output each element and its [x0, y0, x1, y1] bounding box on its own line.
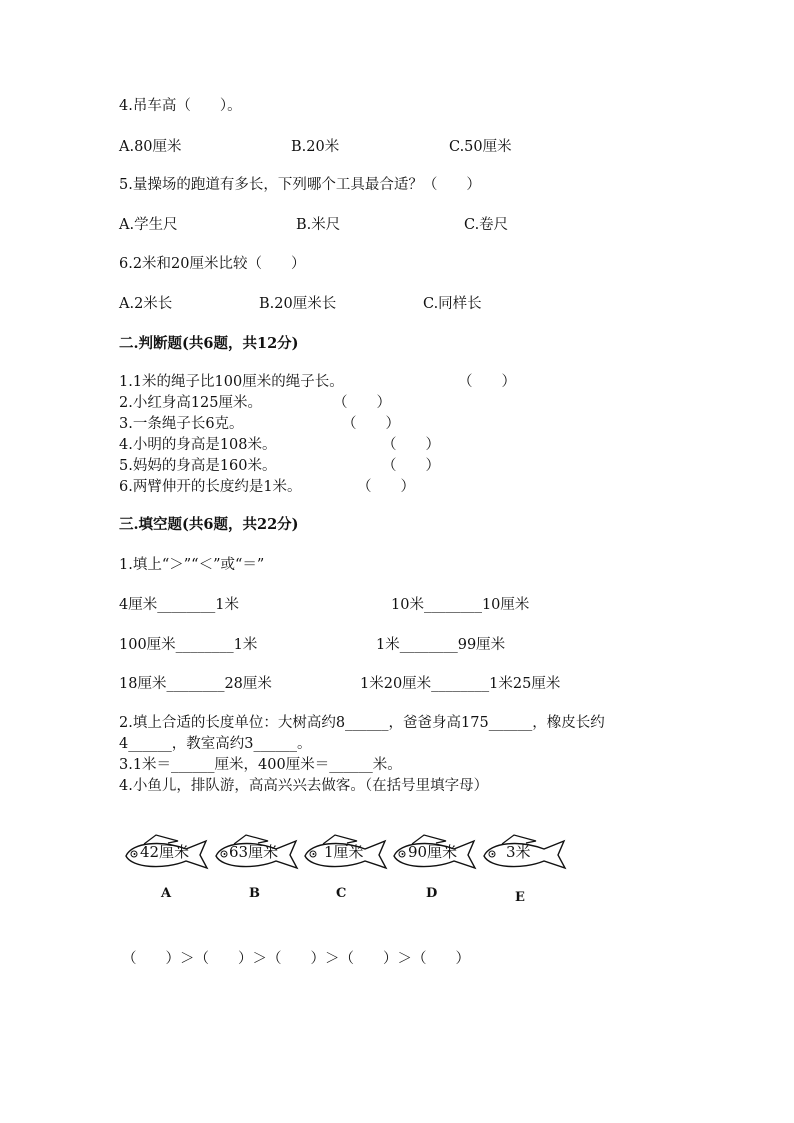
fish-letter-e: E — [515, 890, 525, 905]
judge-item-4: 4.小明的身高是108米。 — [119, 437, 277, 453]
fish-letter-d: D — [426, 886, 438, 901]
fish-letter-b: B — [249, 886, 260, 901]
judge-paren-5: （ ） — [382, 458, 440, 474]
question-5-option-c: C.卷尺 — [464, 217, 509, 233]
fish-c-label: 1厘米 — [324, 843, 364, 861]
compare-right-1: 10米________10厘米 — [391, 597, 530, 613]
fish-letter-a: A — [161, 886, 172, 901]
question-6-option-a: A.2米长 — [119, 296, 173, 312]
question-6-option-b: B.20厘米长 — [259, 296, 337, 312]
judge-item-5: 5.妈妈的身高是160米。 — [119, 458, 277, 474]
judge-paren-4: （ ） — [382, 437, 440, 453]
fish-e-label: 3米 — [506, 843, 531, 861]
judge-paren-1: （ ） — [458, 374, 516, 390]
question-6-stem: 6.2米和20厘米比较（ ） — [119, 256, 306, 272]
fish-a-label: 42厘米 — [140, 843, 190, 861]
fill-q1-stem: 1.填上“＞”“＜”或“＝” — [119, 557, 265, 573]
question-6-option-c: C.同样长 — [423, 296, 482, 312]
section-3-title: 三.填空题(共6题，共22分) — [119, 516, 299, 533]
question-5-option-a: A.学生尺 — [119, 217, 178, 233]
fish-c — [301, 834, 391, 874]
fish-e — [480, 834, 570, 874]
fill-q2-line2: 4______，教室高约3______。 — [119, 736, 312, 752]
judge-item-6: 6.两臂伸开的长度约是1米。 — [119, 479, 302, 495]
fish-letter-c: C — [336, 886, 347, 901]
compare-left-3: 18厘米________28厘米 — [119, 676, 272, 692]
question-4-option-a: A.80厘米 — [119, 139, 182, 155]
order-answer-line: （ ）＞（ ）＞（ ）＞（ ）＞（ ） — [122, 951, 470, 967]
fish-d — [390, 834, 480, 874]
judge-item-1: 1.1米的绳子比100厘米的绳子长。 — [119, 374, 344, 390]
fish-a — [122, 834, 212, 874]
judge-paren-2: （ ） — [333, 395, 391, 411]
judge-item-2: 2.小红身高125厘米。 — [119, 395, 263, 411]
question-4-option-b: B.20米 — [291, 139, 340, 155]
fill-q2-line1: 2.填上合适的长度单位：大树高约8______，爸爸身高175______，橡皮长约 — [119, 715, 605, 731]
judge-item-3: 3.一条绳子长6克。 — [119, 416, 244, 432]
question-5-option-b: B.米尺 — [296, 217, 341, 233]
section-2-title: 二.判断题(共6题，共12分) — [119, 335, 299, 352]
question-5-stem: 5.量操场的跑道有多长，下列哪个工具最合适？（ ） — [119, 177, 481, 193]
question-4-stem: 4.吊车高（ ）。 — [119, 98, 242, 114]
compare-right-2: 1米________99厘米 — [376, 637, 506, 653]
fish-b-label: 63厘米 — [229, 843, 279, 861]
fish-d-label: 90厘米 — [408, 843, 458, 861]
compare-left-2: 100厘米________1米 — [119, 637, 258, 653]
judge-paren-6: （ ） — [357, 479, 415, 495]
fish-b — [212, 834, 302, 874]
judge-paren-3: （ ） — [342, 416, 400, 432]
compare-left-1: 4厘米________1米 — [119, 597, 239, 613]
compare-right-3: 1米20厘米________1米25厘米 — [360, 676, 561, 692]
question-4-option-c: C.50厘米 — [449, 139, 512, 155]
fill-q3: 3.1米＝______厘米，400厘米＝______米。 — [119, 757, 402, 773]
fill-q4-stem: 4.小鱼儿，排队游，高高兴兴去做客。（在括号里填字母） — [119, 778, 489, 794]
